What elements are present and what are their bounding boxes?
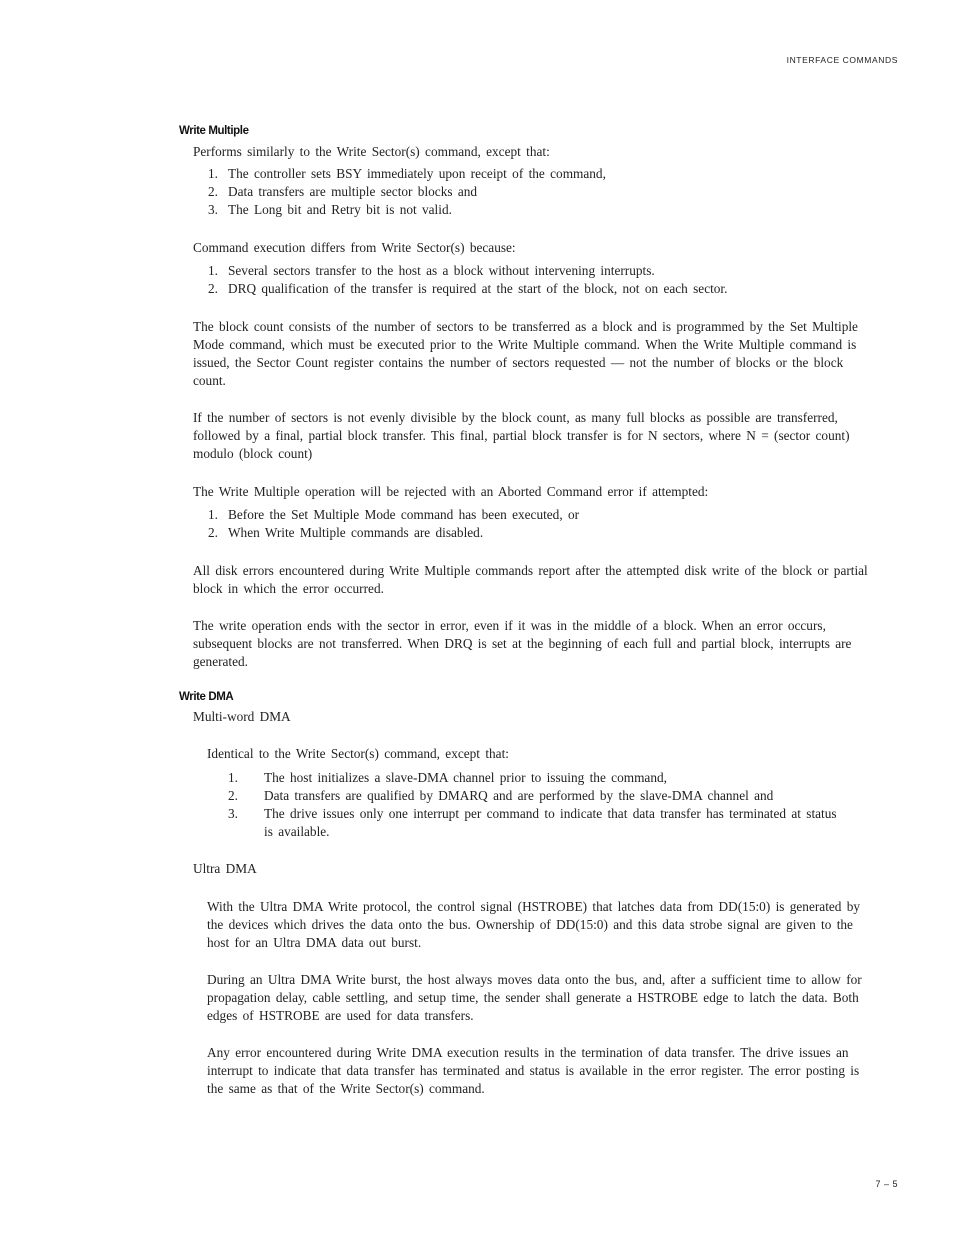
- errors-paragraph: All disk errors encountered during Write Multiple commands report after the attempted disk write of the block or partial block in which the error occurred.: [193, 563, 868, 596]
- divisible-paragraph: If the number of sectors is not evenly divisible by the block count, as many full blocks as possible are transferred, followed by a final, partial block transfer. This final, partial block transfer is for N sectors, where N = (sector count) modulo (block count): [193, 410, 850, 461]
- page-number: 7 – 5: [875, 1179, 898, 1189]
- list-item: 1. Before the Set Multiple Mode command has been executed, or: [208, 507, 580, 522]
- multiword-dma-label: Multi-word DMA: [193, 709, 291, 724]
- list-item: 3. The Long bit and Retry bit is not valid.: [208, 202, 452, 217]
- write-multiple-list-3: [193, 506, 869, 542]
- exec-intro: Command execution differs from Write Sector(s) because:: [193, 240, 516, 255]
- write-multiple-intro: [193, 143, 869, 161]
- running-header: INTERFACE COMMANDS: [786, 55, 898, 65]
- write-multiple-list-1: [193, 165, 869, 219]
- identical-intro: Identical to the Write Sector(s) command, except that:: [207, 746, 509, 761]
- list-item: 2. Data transfers are qualified by DMARQ and are performed by the slave-DMA channel and: [228, 788, 774, 803]
- ultra-burst-paragraph: During an Ultra DMA Write burst, the host always moves data onto the bus, and, after a sufficient time to allow for propagation delay, cable settling, and setup time, the sender shall generate a HSTROBE edge to latch the data. Both edges of HSTROBE are used for data transfers.: [207, 972, 862, 1023]
- ultra-protocol-paragraph: With the Ultra DMA Write protocol, the control signal (HSTROBE) that latches data from DD(15:0) is generated by the devices which drives the data onto the bus. Ownership of DD(15:0) and this data strobe signal are given to the host for an Ultra DMA data out burst.: [207, 899, 861, 950]
- list-item: 2. When Write Multiple commands are disabled.: [208, 525, 484, 540]
- section-heading-write-dma: Write DMA: [179, 691, 234, 703]
- reject-intro: The Write Multiple operation will be rejected with an Aborted Command error if attempted:: [193, 484, 709, 499]
- list-item: 1. Several sectors transfer to the host as a block without intervening interrupts.: [208, 263, 655, 278]
- list-item: 3. The drive issues only one interrupt per command to indicate that data transfer has terminated at status is available.: [228, 806, 837, 839]
- ends-paragraph: The write operation ends with the sector in error, even if it was in the middle of a block. When an error occurs, subsequent blocks are not transferred. When DRQ is set at the beginning of each full and partial block, interrupts are generated.: [193, 618, 852, 669]
- list-item: 2. Data transfers are multiple sector blocks and: [208, 184, 478, 199]
- list-item: 2. DRQ qualification of the transfer is required at the start of the block, not on each sector.: [208, 281, 728, 296]
- write-multiple-list-2: [193, 262, 869, 298]
- block-count-paragraph: The block count consists of the number of sectors to be transferred as a block and is programmed by the Set Multiple Mode command, which must be executed prior to the Write Multiple command. When the Write Multiple command is issued, the Sector Count register contains the number of sectors requested — not the number of blocks or the block count.: [193, 319, 858, 388]
- ultra-error-paragraph: Any error encountered during Write DMA execution results in the termination of data transfer. The drive issues an interrupt to indicate that data transfer has terminated and status is available in the error register. The error posting is the same as that of the Write Sector(s) command.: [207, 1045, 860, 1096]
- intro-paragraph: Performs similarly to the Write Sector(s) command, except that:: [193, 144, 550, 159]
- list-item: 1. The controller sets BSY immediately upon receipt of the command,: [208, 166, 606, 181]
- ultra-dma-label: Ultra DMA: [193, 861, 257, 876]
- list-item: 1. The host initializes a slave-DMA channel prior to issuing the command,: [228, 770, 667, 785]
- write-dma-list: [207, 769, 847, 841]
- section-heading-write-multiple: Write Multiple: [179, 125, 249, 137]
